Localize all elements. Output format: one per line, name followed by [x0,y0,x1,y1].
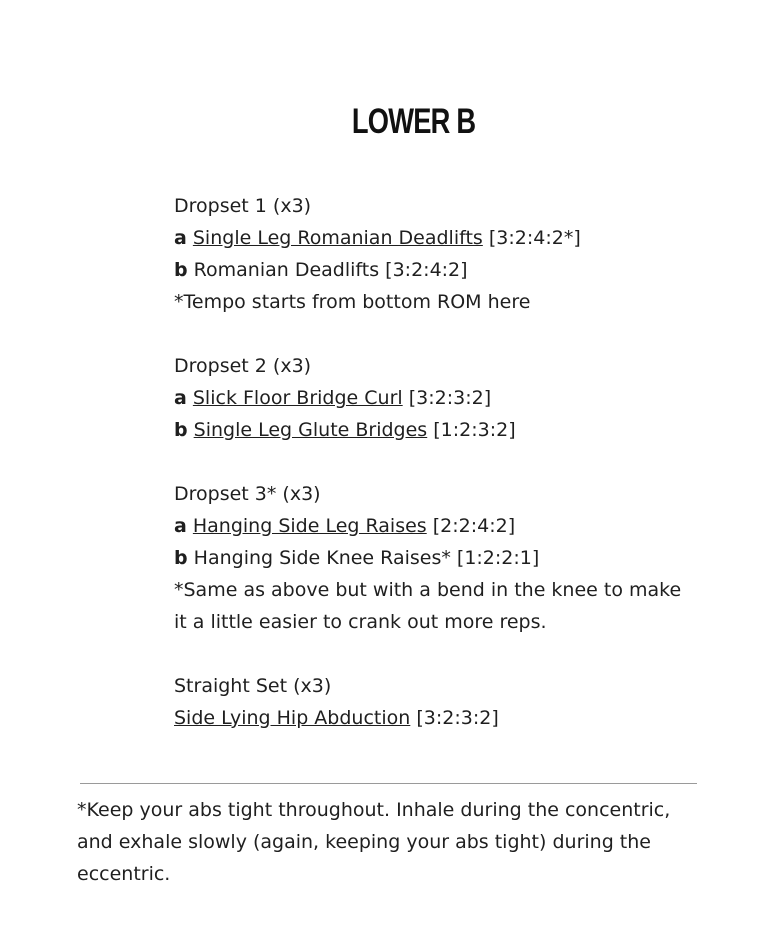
divider [80,783,697,784]
section-heading: Dropset 3* (x3) [174,483,321,505]
exercise-row-a [174,222,704,254]
exercise-link-slick-floor-bridge-curl[interactable]: Slick Floor Bridge Curl [192,387,403,409]
exercise-label: a [174,515,187,537]
exercise-tempo: [1:2:3:2] [433,419,516,441]
exercise-tempo: [1:2:2:1] [456,547,540,569]
exercise-link-single-leg-glute-bridges[interactable]: Single Leg Glute Bridges [193,419,428,441]
section-heading: Dropset 1 (x3) [174,195,312,217]
exercise-tempo: [3:2:3:2] [408,387,492,409]
exercise-link-side-lying-hip-abduction[interactable]: Side Lying Hip Abduction [174,707,411,729]
section-note: *Same as above but with a bend in the knee to make it a little easier to crank out more reps. [174,579,682,633]
dropset-3 [174,478,704,638]
exercise-row-a [174,510,704,542]
exercise-row-b [174,414,704,446]
exercise-row-b [174,254,704,286]
exercise-name: Romanian Deadlifts [193,259,380,281]
exercise-label: a [174,387,187,409]
exercise-row [174,702,704,734]
exercise-row-b [174,542,704,574]
exercise-link-single-leg-romanian-deadlifts[interactable]: Single Leg Romanian Deadlifts [192,227,483,249]
footnote: *Keep your abs tight throughout. Inhale during the concentric, and exhale slowly (again, keeping your abs tight) during the eccentric. [77,799,671,885]
exercise-tempo: [3:2:3:2] [416,707,499,729]
section-heading: Dropset 2 (x3) [174,355,312,377]
exercise-tempo: [3:2:4:2] [385,259,468,281]
exercise-label: b [174,419,188,441]
exercise-name: Hanging Side Knee Raises* [193,547,451,569]
straight-set [174,670,704,734]
section-note: *Tempo starts from bottom ROM here [174,291,531,313]
section-heading: Straight Set (x3) [174,675,332,697]
exercise-label: b [174,547,188,569]
exercise-tempo: [2:2:4:2] [432,515,516,537]
exercise-label: a [174,227,187,249]
exercise-label: b [174,259,188,281]
workout-content [174,190,704,766]
exercise-link-hanging-side-leg-raises[interactable]: Hanging Side Leg Raises [192,515,427,537]
exercise-tempo: [3:2:4:2*] [488,227,581,249]
page-title: LOWER B [351,102,476,141]
dropset-1 [174,190,704,318]
exercise-row-a [174,382,704,414]
dropset-2 [174,350,704,446]
